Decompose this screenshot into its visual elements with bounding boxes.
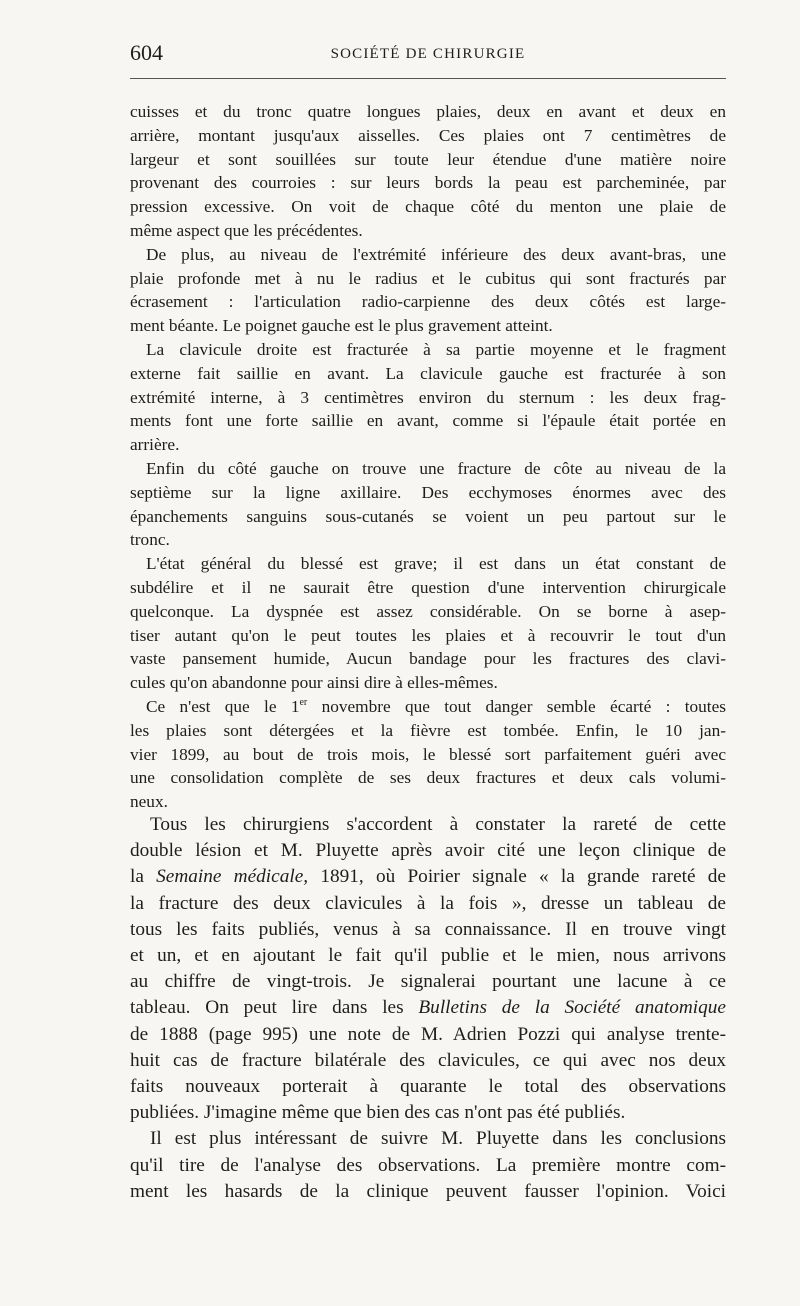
paragraph-line: De plus, au niveau de l'extrémité inférieure des deux avant-bras, une [146,244,726,264]
paragraph-line: La clavicule droite est fracturée à sa partie moyenne et le fragment [146,339,726,359]
paragraph-line: publiées. J'imagine même que bien des cas n'ont pas été publiés. [130,1102,626,1124]
paragraph-line: au chiffre de vingt-trois. Je signalerai pourtant une lacune à ce [130,971,726,993]
paragraph-line: vier 1899, au bout de trois mois, le blessé sort parfaitement guéri avec [130,744,726,764]
paragraph-line: septième sur la ligne axillaire. Des ecchymoses énormes avec des [130,482,726,502]
text-run: tableau. On peut lire dans les [130,997,419,1019]
running-title: SOCIÉTÉ DE CHIRURGIE [330,46,526,62]
paragraph-line: faits nouveaux porterait à quarante le total des observations [130,1076,726,1098]
journal-title: Bulletins de la Société anatomique [418,997,726,1019]
paragraph-line: même aspect que les précédentes. [130,220,363,240]
paragraph-line: neux. [130,792,168,812]
paragraph-line: tous les faits publiés, venus à sa connaissance. Il en trouve vingt [130,918,726,940]
paragraph-line: Enfin du côté gauche on trouve une fracture de côte au niveau de la [146,458,726,478]
paragraph-line: ment les hasards de la clinique peuvent fausser l'opinion. Voici [130,1180,726,1202]
paragraph-line: qu'il tire de l'analyse des observations. La première montre com- [130,1154,726,1176]
paragraph-line [130,864,726,890]
paragraph-line: largeur et sont souillées sur toute leur étendue d'une matière noire [130,149,726,169]
paragraph-line: vaste pansement humide, Aucun bandage pour les fractures des clavi- [130,649,726,669]
paragraph-line: ments font une forte saillie en avant, comme si l'épaule était portée en [130,411,726,431]
paragraph-line: arrière, montant jusqu'aux aisselles. Ces plaies ont 7 centimètres de [130,125,726,145]
paragraph-line: tiser autant qu'on le peut toutes les plaies et à recouvrir le tout d'un [130,625,726,645]
paragraph-line [130,995,726,1021]
paragraph-line: provenant des courroies : sur leurs bords la peau est parcheminée, par [130,173,726,193]
paragraph-line: arrière. [130,435,180,455]
paragraph-line: pression excessive. On voit de chaque côté du menton une plaie de [130,197,726,217]
paragraph-line: quelconque. La dyspnée est assez considérable. On se borne à asep- [130,601,726,621]
paragraph-line: cuisses et du tronc quatre longues plaies, deux en avant et deux en [130,102,726,121]
paragraph-line [130,695,726,719]
discussion-text [130,812,726,1205]
paragraph-line: externe fait saillie en avant. La clavicule gauche est fracturée à son [130,363,726,383]
paragraph-line: de 1888 (page 995) une note de M. Adrien Pozzi qui analyse trente- [130,1023,726,1045]
paragraph-line: plaie profonde met à nu le radius et le cubitus qui sont fracturés par [130,268,726,288]
paragraph-line: ment béante. Le poignet gauche est le plus gravement atteint. [130,316,553,336]
text-run: novembre que tout danger semble écarté : toutes [307,696,726,716]
paragraph-line: les plaies sont détergées et la fièvre est tombée. Enfin, le 10 jan- [130,720,726,740]
paragraph-line: une consolidation complète de ses deux fractures et deux cals volumi- [130,768,726,788]
paragraph-line: écrasement : l'articulation radio-carpienne des deux côtés est large- [130,292,726,312]
paragraph-line: L'état général du blessé est grave; il est dans un état constant de [146,554,726,574]
paragraph-line: la fracture des deux clavicules à la fois », dresse un tableau de [130,892,726,914]
ordinal-superscript: er [299,697,308,709]
header-rule [130,78,726,79]
page-header [130,40,726,74]
case-report-text [130,100,726,814]
text-run: 1891, où Poirier signale « la grande rareté de [308,866,726,888]
paragraph-line: cules qu'on abandonne pour ainsi dire à elles-mêmes. [130,673,498,693]
journal-title: Semaine médicale, [156,866,309,888]
paragraph-line: Il est plus intéressant de suivre M. Pluyette dans les conclusions [150,1128,726,1150]
page-number: 604 [130,40,163,65]
paragraph-line: et un, et en ajoutant le fait qu'il publie et le mien, nous arrivons [130,945,726,967]
paragraph-line: extrémité interne, à 3 centimètres environ du sternum : les deux frag- [130,387,726,407]
text-run: la [130,866,157,888]
paragraph-line: huit cas de fracture bilatérale des clavicules, ce qui avec nos deux [130,1049,726,1071]
paragraph-line: épanchements sanguins sous-cutanés se voient un peu partout sur le [130,506,726,526]
paragraph-line: double lésion et M. Pluyette après avoir cité une leçon clinique de [130,840,726,862]
text-run: Ce n'est que le 1 [146,696,300,716]
paragraph-line: subdélire et il ne saurait être question d'une intervention chirurgicale [130,577,726,597]
paragraph-line: tronc. [130,530,170,550]
paragraph-line: Tous les chirurgiens s'accordent à constater la rareté de cette [150,814,726,835]
